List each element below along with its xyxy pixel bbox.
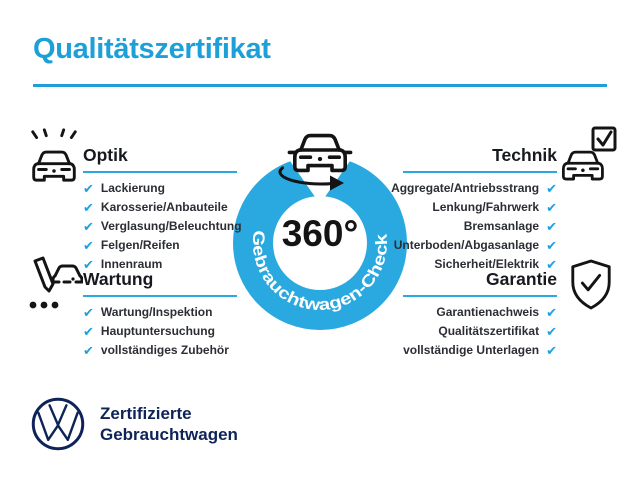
check-icon: ✔ [546,238,557,253]
checklist-item-label: Qualitätszertifikat [438,324,540,338]
optik-checklist [83,181,242,272]
section-wartung-title: Wartung [83,269,237,297]
checklist-item-label: Lackierung [100,181,165,195]
brand-claim-line1: Zertifizierte [100,404,192,423]
checklist-item-label: Garantienachweis [436,305,540,319]
check-icon: ✔ [546,181,557,196]
section-wartung [83,269,237,363]
checklist-item [403,325,557,338]
check-icon: ✔ [546,343,557,358]
brand-claim [100,403,238,445]
checklist-item [83,306,237,319]
checklist-item [83,182,237,195]
section-garantie [403,269,557,363]
checklist-item [83,239,237,252]
page-title: Qualitätszertifikat [33,33,271,65]
badge-360-label: 360° [281,213,359,254]
check-icon: ✔ [83,219,94,234]
checklist-item-label: vollständige Unterlagen [403,343,540,357]
badge-ring-label: Gebrauchtwagen-Check [248,229,392,315]
garantie-checklist [403,306,557,357]
checklist-item-label: Wartung/Inspektion [100,305,213,319]
section-optik [83,145,242,277]
check-icon: ✔ [83,181,94,196]
checklist-item-label: Bremsanlage [463,219,540,233]
section-optik-title: Optik [83,145,237,173]
brand-claim-line2: Gebrauchtwagen [100,425,238,444]
checklist-item-label: Innenraum [100,257,163,271]
check-icon: ✔ [546,257,557,272]
checklist-item-label: Aggregate/Antriebsstrang [391,181,540,195]
checklist-item-label: Sicherheit/Elektrik [434,257,540,271]
checklist-item [393,238,557,253]
360-check-badge [218,112,422,344]
section-garantie-title: Garantie [403,269,557,297]
checklist-item [403,344,557,357]
check-icon: ✔ [83,257,94,272]
checklist-item-label: Felgen/Reifen [100,238,180,252]
vw-logo-icon [30,396,86,452]
checklist-item-label: vollständiges Zubehör [100,343,229,357]
checklist-item [403,306,557,319]
checklist-item-label: Karosserie/Anbauteile [100,200,228,214]
shield-check-icon [568,258,614,312]
car-checkbox-icon [555,126,619,184]
checklist-item [83,219,242,234]
check-icon: ✔ [83,324,94,339]
checklist-item-label: Unterboden/Abgasanlage [393,238,540,252]
title-divider [33,84,607,87]
check-icon: ✔ [546,219,557,234]
checklist-item [403,201,557,214]
checklist-item [403,220,557,233]
check-icon: ✔ [83,200,94,215]
checklist-item-label: Hauptuntersuchung [100,324,215,338]
check-icon: ✔ [83,238,94,253]
section-technik [391,145,557,277]
checklist-item [83,325,237,338]
check-icon: ✔ [546,324,557,339]
checklist-item-label: Lenkung/Fahrwerk [432,200,540,214]
checklist-item-label: Verglasung/Beleuchtung [100,219,242,233]
check-icon: ✔ [546,200,557,215]
brand-footer [30,396,238,452]
check-icon: ✔ [83,343,94,358]
section-technik-title: Technik [403,145,557,173]
technik-checklist [391,181,557,272]
checklist-item [83,201,237,214]
inspection-pen-car-icon [25,255,83,315]
checklist-item [83,344,237,357]
check-icon: ✔ [83,305,94,320]
car-headlights-icon [25,127,83,183]
wartung-checklist [83,306,237,357]
check-icon: ✔ [546,305,557,320]
checklist-item [391,181,557,196]
